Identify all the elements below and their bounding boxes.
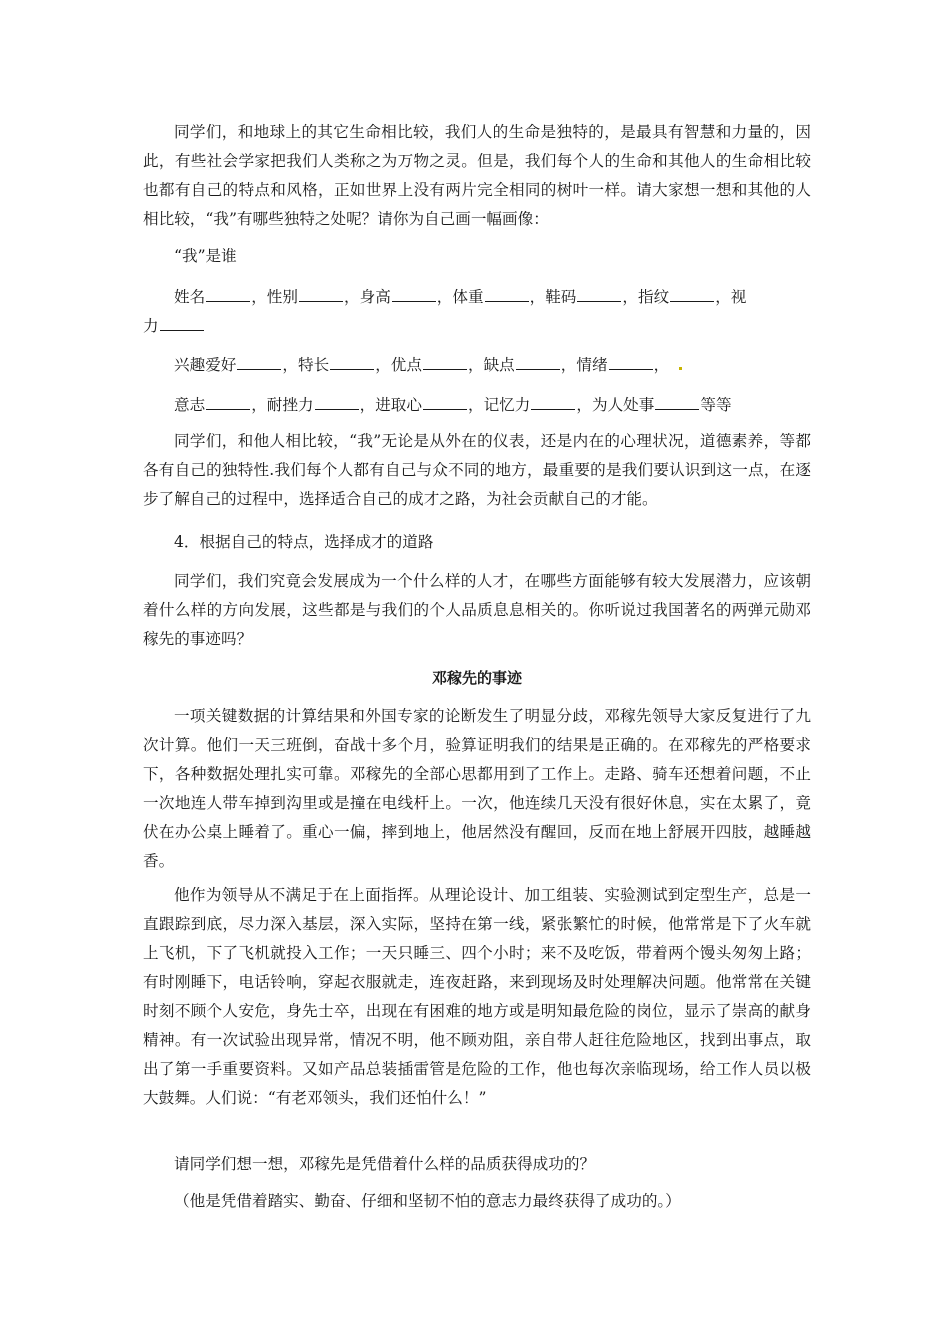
fingerprint-blank[interactable] [670,287,714,302]
answer: （他是凭借着踏实、勤奋、仔细和坚韧不怕的意志力最终获得了成功的。） [174,1192,681,1210]
will-blank[interactable] [206,395,250,410]
label-trailing-comma: ， [653,356,670,374]
label-resilience: ，耐挫力 [251,396,314,414]
story-paragraph-2: 他作为领导从不满足于在上面指挥。从理论设计、加工组装、实验测试到定型生产，总是一直跟踪到底，尽力深入基层，深入实际，坚持在第一线，紧张繁忙的时候，他常常是下了火车就上飞机，下了飞机就投入工作；一天只睡三、四个小时；来不及吃饭，带着两个馒头匆匆上路；有时刚睡下，电话铃响，穿起衣服就走，连夜赶路，来到现场及时处理解决问题。他常常在关键时刻不顾个人安危，身先士卒，出现在有困难的地方或是明知最危险的岗位，显示了崇高的献身精神。有一次试验出现异常，情况不明，他不顾劝阻，亲自带人赶往危险地区，找到出事点，取出了第一手重要资料。又如产品总装插雷管是危险的工作，他也每次亲临现场，给工作人员以极大鼓舞。人们说：“有老邓领头，我们还怕什么！” [143,886,811,1107]
mood-blank[interactable] [609,355,653,370]
stray-mark-icon [679,367,682,370]
weight-blank[interactable] [485,287,529,302]
story-title: 邓稼先的事迹 [431,669,522,687]
label-shoe-size: ，鞋码 [529,288,577,306]
label-will: 意志 [174,396,206,414]
profile-row-2 [143,351,842,380]
label-memory: ，记忆力 [467,396,531,414]
conduct-blank[interactable] [655,395,699,410]
height-blank[interactable] [392,287,436,302]
gender-blank[interactable] [299,287,343,302]
paragraph-uniqueness: 同学们，和他人相比较，“我”无论是从外在的仪表，还是内在的心理状况，道德素养，等都各有自己的独特性.我们每个人都有自己与众不同的地方，最重要的是我们要认识到这一点，在逐步了解自己的过程中，选择适合自己的成才之路，为社会贡献自己的才能。 [143,432,811,508]
weaknesses-blank[interactable] [516,355,560,370]
label-hobbies: 兴趣爱好 [174,356,237,374]
label-vision-start: ，视 [715,288,747,306]
label-conduct: ，为人处事 [576,396,655,414]
question: 请同学们想一想，邓稼先是凭借着什么样的品质获得成功的？ [174,1155,596,1173]
hobbies-blank[interactable] [237,355,281,370]
paragraph-intro: 同学们，和地球上的其它生命相比较，我们人的生命是独特的，是最具有智慧和力量的，因此，有些社会学家把我们人类称之为万物之灵。但是，我们每个人的生命和其他人的生命相比较也都有自己的特点和风格，正如世界上没有两片完全相同的树叶一样。请大家想一想和其他的人相比较，“我”有哪些独特之处呢？请你为自己画一幅画像： [143,123,811,228]
label-fingerprint: ，指纹 [622,288,670,306]
label-mood: ，情绪 [560,356,608,374]
shoe-size-blank[interactable] [577,287,621,302]
story-paragraph-1: 一项关键数据的计算结果和外国专家的论断发生了明显分歧，邓稼先领导大家反复进行了九次计算。他们一天三班倒，奋战十多个月，验算证明我们的结果是正确的。在邓稼先的严格要求下，各种数据处理扎实可靠。邓稼先的全部心思都用到了工作上。走路、骑车还想着问题，不止一次地连人带车掉到沟里或是撞在电线杆上。一次，他连续几天没有很好休息，实在太累了，竟伏在办公桌上睡着了。重心一偏，摔到地上，他居然没有醒回，反而在地上舒展开四肢，越睡越香。 [143,707,811,870]
label-vision-end: 力 [143,317,159,335]
ambition-blank[interactable] [423,395,467,410]
who-am-i-heading: “我”是谁 [174,247,237,265]
label-specialty: ，特长 [282,356,330,374]
label-height: ，身高 [344,288,391,306]
profile-row-1 [143,283,842,312]
profile-row-1-continued [143,312,811,341]
label-weight: ，体重 [436,288,484,306]
label-gender: ，性别 [251,288,298,306]
specialty-blank[interactable] [330,355,374,370]
label-etc: 等等 [700,396,732,414]
strengths-blank[interactable] [423,355,467,370]
paragraph-talent: 同学们，我们究竟会发展成为一个什么样的人才，在哪些方面能够有较大发展潜力，应该朝着什么样的方向发展，这些都是与我们的个人品质息息相关的。你听说过我国著名的两弹元勋邓稼先的事迹吗？ [143,572,811,648]
vision-blank[interactable] [160,316,204,331]
profile-row-3 [143,391,842,420]
label-strengths: ，优点 [375,356,422,374]
memory-blank[interactable] [531,395,575,410]
name-blank[interactable] [206,287,250,302]
label-weaknesses: ，缺点 [467,356,515,374]
section-4-heading: 4．根据自己的特点，选择成才的道路 [174,533,434,551]
label-ambition: ，进取心 [359,396,422,414]
label-name: 姓名 [174,288,206,306]
resilience-blank[interactable] [315,395,359,410]
